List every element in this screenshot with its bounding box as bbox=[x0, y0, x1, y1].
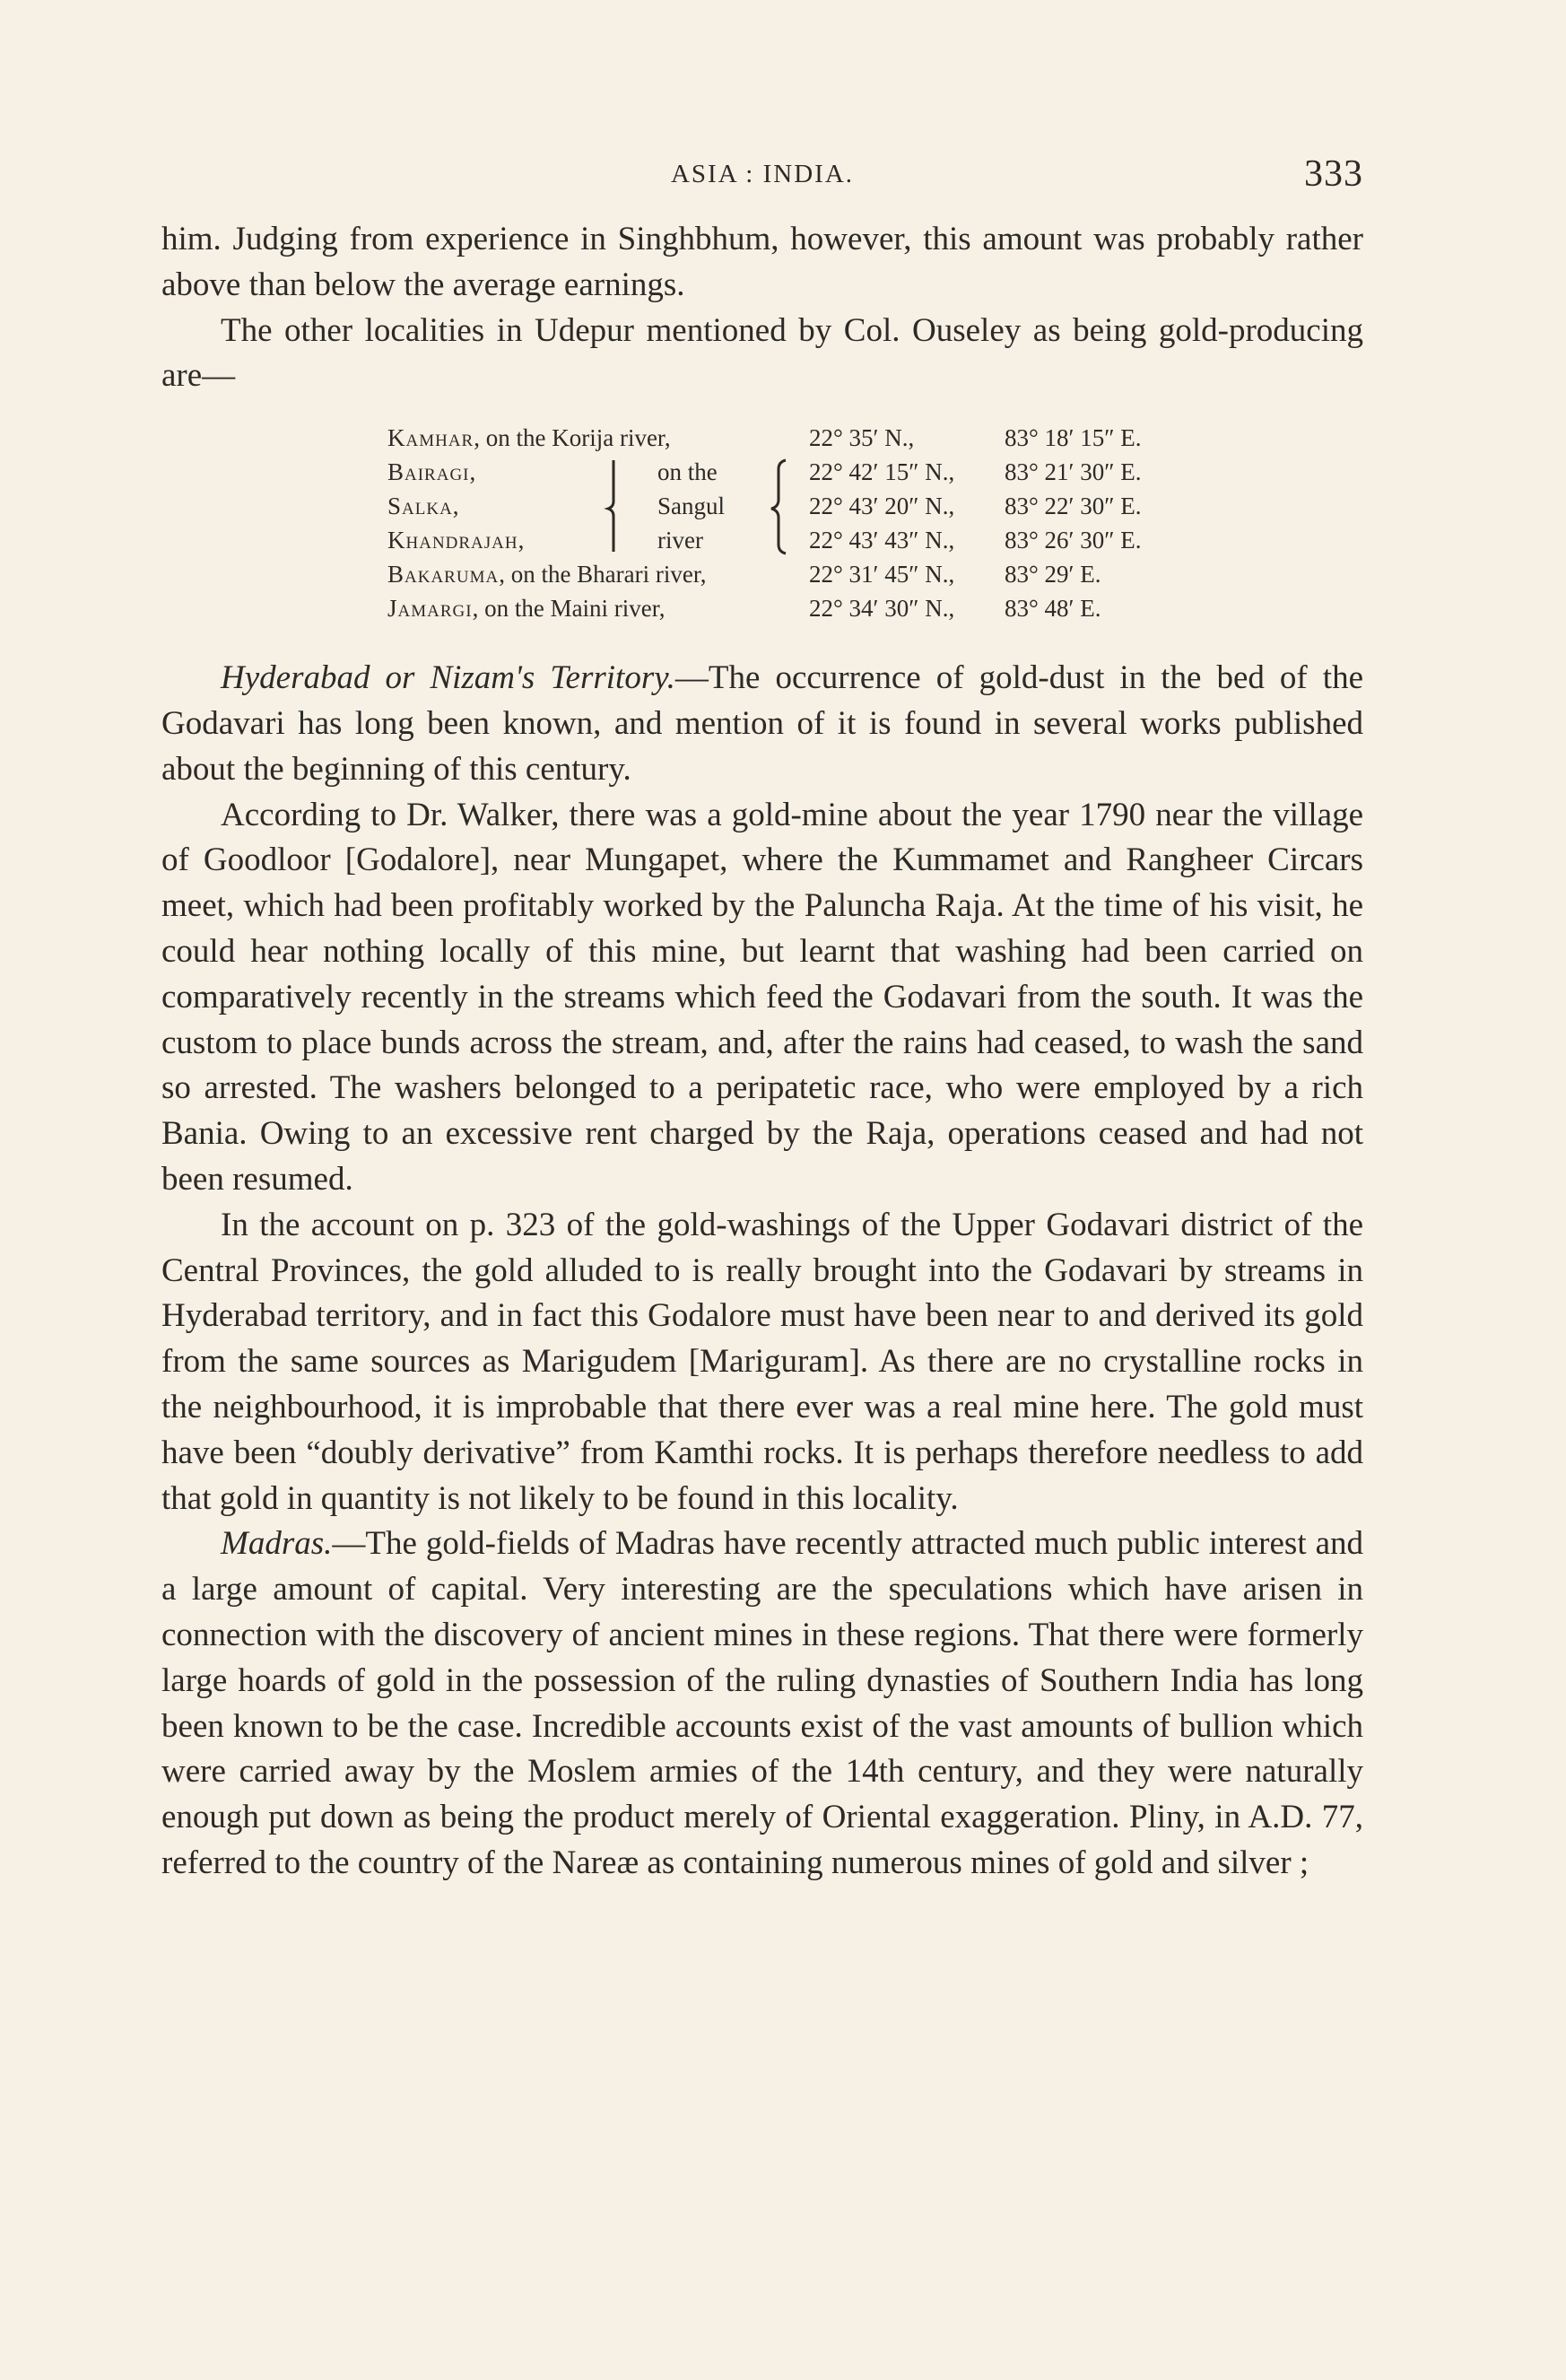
locality-suffix: , on the Korija river, bbox=[474, 424, 671, 452]
section-heading-hyderabad: Hyderabad or Nizam's Territory. bbox=[221, 659, 675, 697]
bracket-label-on-the: on the bbox=[657, 458, 718, 486]
bracket-label-sangul: Sangul bbox=[657, 493, 726, 520]
paragraph-godavari: In the account on p. 323 of the gold-washings of the Upper Godavari district of the Central Provinces, the gold alluded to is really brought into the Godavari by streams in Hyderabad territory, and in fact this Godalore must have been near to and derived its gold from the same sources as Marigudem [Mariguram]. As there are no crystalline rocks in the neighbourhood, it is improbable that there ever was a real mine here. The gold must have been “doubly derivative” from Kamthi rocks. It is perhaps therefore needless to add that gold in quantity is not likely to be found in this locality. bbox=[161, 1206, 1363, 1517]
locality-latitude: 22° 34′ 30″ N., bbox=[809, 595, 955, 623]
locality-latitude: 22° 31′ 45″ N., bbox=[809, 561, 955, 588]
locality-name: Jamargi bbox=[387, 595, 473, 623]
locality-longitude: 83° 48′ E. bbox=[1005, 595, 1101, 623]
locality-name: Bakaruma bbox=[387, 561, 500, 588]
locality-table bbox=[161, 421, 1363, 625]
locality-latitude: 22° 43′ 20″ N., bbox=[809, 493, 955, 520]
locality-latitude: 22° 42′ 15″ N., bbox=[809, 458, 955, 486]
section-heading-madras: Madras. bbox=[221, 1525, 333, 1563]
locality-longitude: 83° 26′ 30″ E. bbox=[1005, 527, 1142, 554]
locality-longitude: 83° 18′ 15″ E. bbox=[1005, 424, 1142, 452]
locality-row bbox=[161, 557, 1363, 591]
locality-latitude: 22° 43′ 43″ N., bbox=[809, 527, 955, 554]
locality-suffix: , on the Maini river, bbox=[472, 595, 666, 623]
paragraph-madras bbox=[161, 1521, 1363, 1886]
locality-name: Bairagi bbox=[387, 458, 470, 486]
paragraph-singhbhum: him. Judging from experience in Singhbhum, however, this amount was probably rather above than below the average earnings. bbox=[161, 221, 1363, 303]
locality-row bbox=[161, 421, 1363, 455]
hyderabad-text: —The occurrence of gold-dust in the bed of the Godavari has long been known, and mention of it is found in several works published about the beginning of this century. bbox=[161, 659, 1363, 788]
locality-suffix: , bbox=[469, 458, 476, 486]
running-head: ASIA : INDIA. bbox=[670, 160, 855, 188]
locality-longitude: 83° 21′ 30″ E. bbox=[1005, 458, 1142, 486]
paragraph-walker: According to Dr. Walker, there was a gold-mine about the year 1790 near the village of Goodloor [Godalore], near Mungapet, where the Kummamet and Rangheer Circars meet, which had been profitably worked by the Paluncha Raja. At the time of his visit, he could hear nothing locally of this mine, but learnt that washing had been carried on comparatively recently in the streams which feed the Godavari from the south. It was the custom to place bunds across the stream, and, after the rains had ceased, to wash the sand so arrested. The washers belonged to a peripatetic race, who were employed by a rich Bania. Owing to an excessive rent charged by the Raja, operations ceased and had not been resumed. bbox=[161, 796, 1363, 1198]
madras-text: —The gold-fields of Madras have recently attracted much public interest and a large amount of capital. Very interesting are the speculations which have arisen in connection with the discovery of ancient mines in these regions. That there were formerly large hoards of gold in the possession of the ruling dynasties of Southern India has long been known to be the case. Incredible accounts exist of the vast amounts of bullion which were carried away by the Moslem armies of the 14th century, and they were naturally enough put down as being the product merely of Oriental exaggeration. Pliny, in A.D. 77, referred to the country of the Nareæ as containing numerous mines of gold and silver ; bbox=[161, 1525, 1363, 1881]
locality-row bbox=[161, 591, 1363, 625]
locality-latitude: 22° 35′ N., bbox=[809, 424, 915, 452]
locality-name: Salka bbox=[387, 493, 453, 520]
locality-suffix: , bbox=[452, 493, 459, 520]
page-header bbox=[161, 153, 1363, 206]
paragraph-hyderabad bbox=[161, 656, 1363, 792]
paragraph-udepur-intro: The other localities in Udepur mentioned by Col. Ouseley as being gold-producing are— bbox=[161, 311, 1363, 395]
locality-name: Kamhar bbox=[387, 424, 474, 452]
page-number: 333 bbox=[1304, 153, 1363, 195]
book-page bbox=[161, 153, 1363, 1887]
right-brace-icon bbox=[762, 457, 798, 555]
locality-name: Khandrajah bbox=[387, 527, 518, 554]
left-brace-icon bbox=[601, 457, 637, 555]
locality-longitude: 83° 22′ 30″ E. bbox=[1005, 493, 1142, 520]
bracket-label-river: river bbox=[657, 527, 703, 554]
locality-longitude: 83° 29′ E. bbox=[1005, 561, 1101, 588]
locality-suffix: , on the Bharari river, bbox=[499, 561, 707, 588]
locality-suffix: , bbox=[518, 527, 525, 554]
